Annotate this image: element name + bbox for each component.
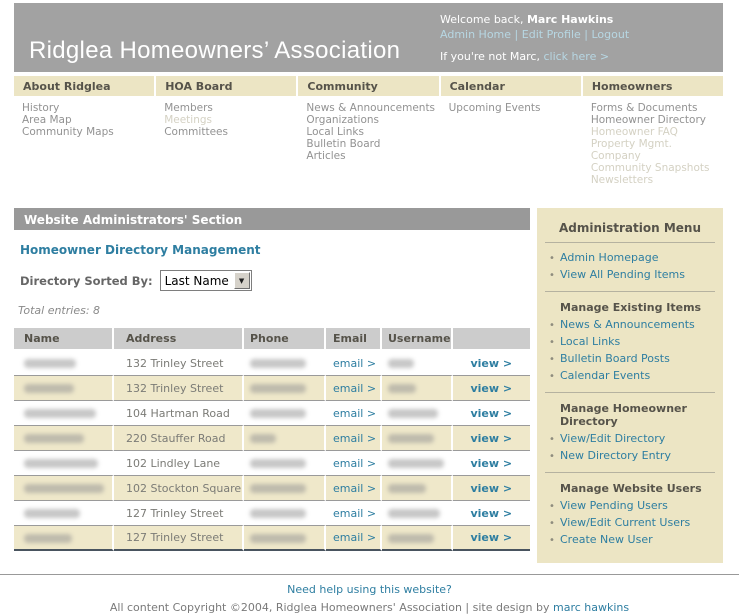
col-header-address: Address (114, 328, 244, 351)
sort-select-wrapper (160, 270, 252, 291)
nav-link-local-links[interactable]: Local Links (306, 126, 364, 138)
section-bar: Website Administrators' Section (14, 208, 530, 230)
redacted-username (388, 509, 440, 518)
bullet-icon: • (549, 434, 555, 445)
sidebar-item-view-pending-users[interactable]: • View Pending Users (549, 499, 668, 512)
nav-col-calendar (441, 76, 581, 186)
main-nav (14, 76, 723, 186)
redacted-name (24, 359, 76, 368)
designer-link[interactable]: marc hawkins (552, 601, 630, 614)
help-link[interactable]: Need help using this website? (287, 583, 452, 596)
view-link[interactable]: view > (470, 506, 513, 520)
table-row (14, 501, 530, 526)
bullet-icon: • (549, 371, 555, 382)
redacted-name (24, 384, 74, 393)
welcome-line: Welcome back, Marc Hawkins (440, 13, 614, 26)
table-header-row (14, 328, 530, 351)
bullet-icon: • (549, 451, 555, 462)
redacted-phone (250, 434, 276, 443)
col-header-actions (453, 328, 530, 351)
address-cell: 102 Stockton Square (114, 476, 244, 501)
page-container (14, 3, 723, 563)
nav-header-about: About Ridglea (14, 76, 154, 96)
sidebar-item-bulletin-board-posts[interactable]: • Bulletin Board Posts (549, 352, 670, 365)
nav-link-newsletters: Newsletters (590, 174, 654, 186)
table-row (14, 426, 530, 451)
email-link[interactable]: email > (333, 431, 377, 445)
logout-link[interactable]: Logout (591, 28, 630, 41)
user-welcome-box (440, 12, 629, 64)
nav-link-articles[interactable]: Articles (306, 150, 346, 162)
redacted-name (24, 459, 98, 468)
nav-link-news[interactable]: News & Announcements (306, 102, 436, 114)
table-row (14, 401, 530, 426)
directory-table (14, 328, 530, 551)
admin-links-line: Admin Home | Edit Profile | Logout (440, 28, 630, 41)
sort-select[interactable] (160, 270, 252, 291)
redacted-phone (250, 509, 306, 518)
nav-link-upcoming-events[interactable]: Upcoming Events (448, 102, 541, 114)
site-footer (0, 574, 739, 614)
table-row (14, 526, 530, 551)
table-row (14, 451, 530, 476)
nav-col-homeowners (583, 76, 723, 186)
redacted-username (388, 384, 416, 393)
nav-link-bulletin-board[interactable]: Bulletin Board (306, 138, 381, 150)
bullet-icon: • (549, 253, 555, 264)
address-cell: 127 Trinley Street (114, 501, 244, 526)
sidebar-divider (545, 242, 715, 243)
nav-link-area-map[interactable]: Area Map (22, 114, 72, 126)
nav-link-community-snapshots: Community Snapshots (590, 162, 710, 174)
email-link[interactable]: email > (333, 481, 377, 495)
sidebar-item-admin-homepage[interactable]: • Admin Homepage (549, 251, 659, 264)
col-header-name: Name (14, 328, 114, 351)
not-you-line: If you're not Marc, click here > (440, 50, 610, 63)
sort-row (20, 270, 530, 291)
redacted-username (388, 459, 444, 468)
nav-link-community-maps[interactable]: Community Maps (22, 126, 114, 138)
view-link[interactable]: view > (470, 531, 513, 544)
sidebar-item-news-announcements[interactable]: • News & Announcements (549, 318, 695, 331)
sidebar-divider (545, 392, 715, 393)
bullet-icon: • (549, 535, 555, 546)
redacted-username (388, 484, 426, 493)
sidebar-title: Administration Menu (558, 221, 702, 235)
view-link[interactable]: view > (470, 381, 513, 395)
admin-sidebar (537, 208, 723, 563)
bullet-icon: • (549, 270, 555, 281)
nav-link-organizations[interactable]: Organizations (306, 114, 380, 126)
nav-header-homeowners: Homeowners (583, 76, 723, 96)
nav-col-hoa-board (156, 76, 296, 186)
address-cell: 132 Trinley Street (114, 376, 244, 401)
redacted-phone (250, 384, 306, 393)
nav-header-hoa-board: HOA Board (156, 76, 296, 96)
sidebar-item-create-new-user[interactable]: • Create New User (549, 533, 653, 546)
nav-link-history[interactable]: History (22, 102, 60, 114)
email-link[interactable]: email > (333, 506, 377, 520)
nav-col-about (14, 76, 154, 186)
redacted-username (388, 534, 434, 543)
nav-header-calendar: Calendar (441, 76, 581, 96)
sidebar-heading-website-users: Manage Website Users (560, 482, 702, 495)
copyright-line: All content Copyright ©2004, Ridglea Homeowners' Association | site design by marc hawkins (109, 601, 630, 614)
col-header-username: Username (382, 328, 453, 351)
table-row (14, 376, 530, 401)
bullet-icon: • (549, 337, 555, 348)
sidebar-item-local-links[interactable]: • Local Links (549, 335, 621, 348)
view-link[interactable]: view > (470, 406, 513, 420)
sidebar-item-view-edit-directory[interactable]: • View/Edit Directory (549, 432, 666, 445)
bullet-icon: • (549, 354, 555, 365)
redacted-username (388, 434, 434, 443)
email-link[interactable]: email > (333, 456, 377, 470)
email-link[interactable]: email > (333, 381, 377, 395)
sidebar-item-view-edit-current-users[interactable]: • View/Edit Current Users (549, 516, 691, 529)
admin-home-link[interactable]: Admin Home (440, 28, 512, 41)
nav-link-meetings: Meetings (164, 114, 213, 126)
view-link[interactable]: view > (470, 431, 513, 445)
redacted-name (24, 409, 96, 418)
sidebar-item-view-pending-items[interactable]: • View All Pending Items (549, 268, 685, 281)
address-cell: 127 Trinley Street (114, 526, 244, 551)
bullet-icon: • (549, 320, 555, 331)
sort-label: Directory Sorted By: (20, 273, 153, 288)
email-link[interactable]: email > (333, 406, 377, 420)
site-title: Ridglea Homeowners’ Association (29, 37, 401, 64)
email-link[interactable]: email > (333, 531, 377, 544)
redacted-phone (250, 359, 306, 368)
nav-link-property-mgmt: Property Mgmt. Company (590, 138, 672, 162)
view-link[interactable]: view > (470, 481, 513, 495)
sidebar-heading-homeowner-directory: Manage Homeowner Directory (560, 402, 687, 428)
nav-link-homeowner-faq: Homeowner FAQ (590, 126, 678, 138)
nav-link-homeowner-directory[interactable]: Homeowner Directory (590, 114, 706, 126)
view-link[interactable]: view > (470, 356, 513, 370)
address-cell: 104 Hartman Road (114, 401, 244, 426)
bullet-icon: • (549, 518, 555, 529)
nav-link-forms-documents[interactable]: Forms & Documents (590, 102, 698, 114)
redacted-username (388, 409, 438, 418)
redacted-phone (250, 459, 306, 468)
table-row (14, 476, 530, 501)
sidebar-divider (545, 472, 715, 473)
nav-link-members[interactable]: Members (164, 102, 213, 114)
sidebar-heading-existing-items: Manage Existing Items (560, 301, 702, 314)
col-header-email: Email (326, 328, 382, 351)
nav-header-community: Community (298, 76, 438, 96)
address-cell: 102 Lindley Lane (114, 451, 244, 476)
sidebar-item-new-directory-entry[interactable]: • New Directory Entry (549, 449, 671, 462)
redacted-phone (250, 409, 306, 418)
dropdown-arrow-icon: ▼ (234, 272, 250, 289)
edit-profile-link[interactable]: Edit Profile (521, 28, 581, 41)
user-name: Marc Hawkins (526, 13, 614, 26)
col-header-phone: Phone (244, 328, 326, 351)
address-cell: 132 Trinley Street (114, 351, 244, 376)
redacted-name (24, 434, 84, 443)
not-you-link[interactable]: click here > (543, 50, 610, 63)
main-content (14, 208, 530, 551)
nav-link-committees[interactable]: Committees (164, 126, 228, 138)
redacted-name (24, 509, 80, 518)
redacted-name (24, 484, 104, 493)
table-row (14, 351, 530, 376)
total-entries: Total entries: 8 (18, 304, 101, 317)
site-header (14, 3, 723, 72)
bullet-icon: • (549, 501, 555, 512)
address-cell: 220 Stauffer Road (114, 426, 244, 451)
nav-col-community (298, 76, 438, 186)
redacted-username (388, 359, 414, 368)
email-link[interactable]: email > (333, 356, 377, 370)
sidebar-item-calendar-events[interactable]: • Calendar Events (549, 369, 651, 382)
redacted-phone (250, 534, 306, 543)
redacted-phone (250, 484, 306, 493)
redacted-name (24, 534, 72, 543)
view-link[interactable]: view > (470, 456, 513, 470)
sidebar-divider (545, 291, 715, 292)
page-title: Homeowner Directory Management (20, 243, 261, 257)
